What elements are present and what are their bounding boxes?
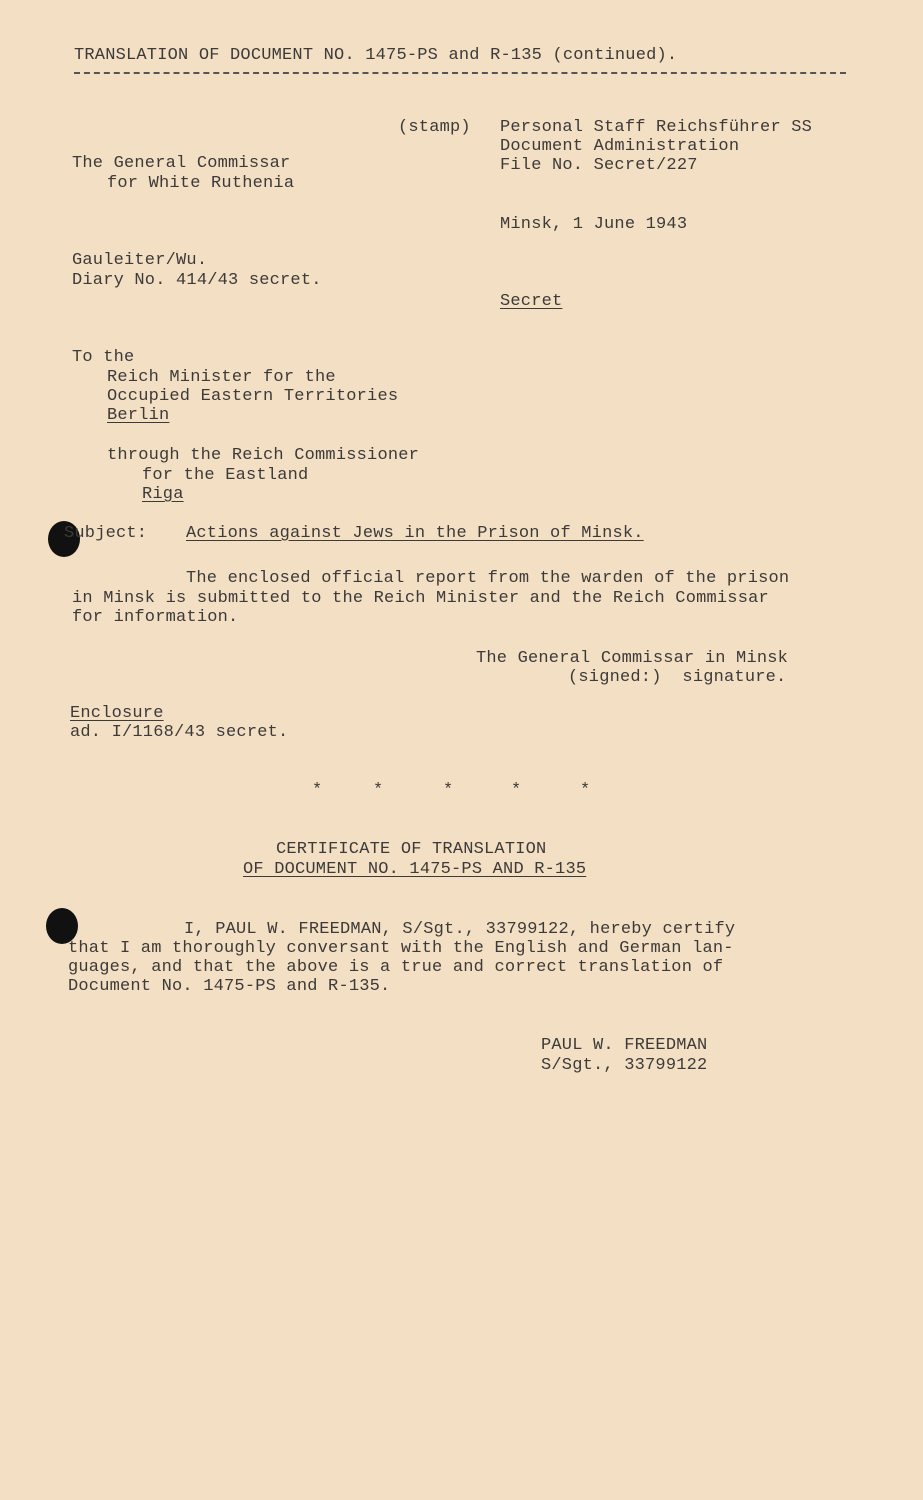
classification-marking: Secret [500,292,563,311]
sender-line-2: for White Ruthenia [107,174,295,193]
recipient-city: Berlin [107,406,170,425]
stamp-line-1: Personal Staff Reichsführer SS [500,118,813,137]
certificate-line-4: Document No. 1475-PS and R-135. [68,977,391,996]
stamp-line-3: File No. Secret/227 [500,156,698,175]
via-city: Riga [142,485,184,504]
certificate-title-2: OF DOCUMENT NO. 1475-PS AND R-135 [243,860,587,879]
body-line-3: for information. [72,608,239,627]
subject-label: Subject: [64,524,148,543]
stamp-line-2: Document Administration [500,137,740,156]
separator-star: * [511,781,522,800]
certificate-title-1: CERTIFICATE OF TRANSLATION [276,840,547,859]
via-line-2: for the Eastland [142,466,309,485]
sender-line-1: The General Commissar [72,154,291,173]
enclosure-label: Enclosure [70,704,164,723]
body-line-2: in Minsk is submitted to the Reich Minister and the Reich Commissar [72,589,769,608]
via-line-1: through the Reich Commissioner [107,446,420,465]
signer-rank: S/Sgt., 33799122 [541,1056,708,1075]
stamp-label: (stamp) [398,118,471,137]
title-underline [74,72,846,74]
recipient-line-2: Occupied Eastern Territories [107,387,399,406]
separator-star: * [373,781,384,800]
reference-line-2: Diary No. 414/43 secret. [72,271,322,290]
certificate-line-3: guages, and that the above is a true and correct translation of [68,958,724,977]
document-title: TRANSLATION OF DOCUMENT NO. 1475-PS and R-135 (continued). [74,46,678,65]
separator-star: * [580,781,591,800]
enclosure-ref: ad. I/1168/43 secret. [70,723,289,742]
signature-line-2: (signed:) signature. [568,668,787,687]
separator-star: * [443,781,454,800]
signature-line-1: The General Commissar in Minsk [476,649,789,668]
recipient-to: To the [72,348,135,367]
body-line-1: The enclosed official report from the warden of the prison [186,569,790,588]
document-date: Minsk, 1 June 1943 [500,215,688,234]
signer-name: PAUL W. FREEDMAN [541,1036,708,1055]
certificate-line-1: I, PAUL W. FREEDMAN, S/Sgt., 33799122, hereby certify [184,920,736,939]
separator-star: * [312,781,323,800]
reference-line-1: Gauleiter/Wu. [72,251,208,270]
recipient-line-1: Reich Minister for the [107,368,336,387]
certificate-line-2: that I am thoroughly conversant with the English and German lan- [68,939,734,958]
subject-text: Actions against Jews in the Prison of Minsk. [186,524,644,543]
